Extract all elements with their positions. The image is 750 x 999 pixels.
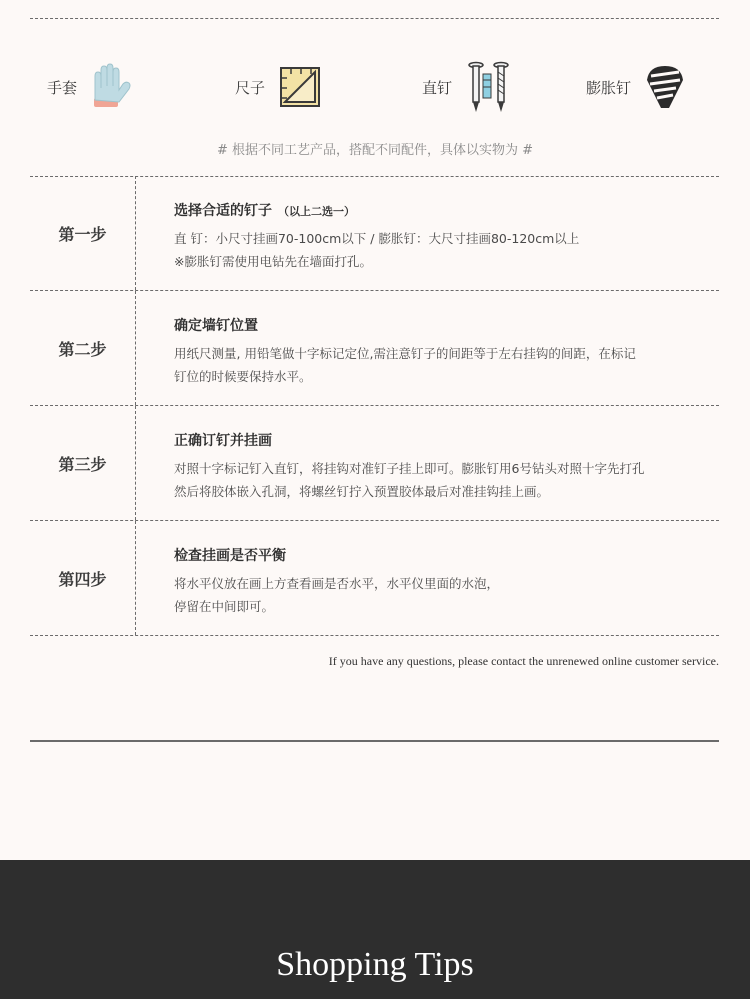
step-body (174, 200, 719, 273)
step-body (174, 545, 719, 618)
step-label: 第四步 (30, 521, 136, 635)
nail-icon (464, 60, 512, 114)
step-line: ※膨胀钉需使用电钻先在墙面打孔。 (174, 254, 372, 269)
step-row (30, 291, 719, 406)
step-body (174, 430, 719, 503)
step-title: 确定墙钉位置 (174, 318, 258, 334)
tool-label: 直钉 (422, 78, 453, 97)
steps-table (30, 176, 719, 636)
step-title-note: （以上二选一） (278, 205, 355, 218)
tools-row (0, 55, 750, 119)
step-line: 钉位的时候要保持水平。 (174, 369, 312, 384)
tool-label: 膨胀钉 (586, 78, 632, 97)
footer-title: Shopping Tips (276, 946, 474, 983)
step-label: 第一步 (30, 176, 136, 290)
step-title (174, 200, 719, 220)
expansion-anchor-icon (643, 60, 687, 114)
accessory-note: # 根据不同工艺产品，搭配不同配件，具体以实物为 # (216, 143, 534, 158)
step-title: 检查挂画是否平衡 (174, 548, 286, 564)
footer-banner (0, 860, 750, 999)
step-label: 第三步 (30, 406, 136, 520)
tool-ruler (235, 55, 323, 119)
ruler-icon (277, 62, 323, 112)
step-line: 将水平仪放在画上方查看画是否水平，水平仪里面的水泡， (174, 576, 500, 591)
section-divider (30, 740, 719, 742)
step-line: 停留在中间即可。 (174, 599, 275, 614)
top-divider (30, 18, 719, 19)
step-label: 第二步 (30, 291, 136, 405)
tool-label: 尺子 (235, 78, 266, 97)
glove-icon (89, 62, 133, 112)
step-title-text: 选择合适的钉子 (174, 203, 272, 219)
step-line: 用纸尺测量, 用铅笔做十字标记定位,需注意钉子的间距等于左右挂钩的间距，在标记 (174, 346, 636, 361)
contact-note: If you have any questions, please contact the unrenewed online customer service. (328, 654, 719, 668)
step-line: 对照十字标记钉入直钉，将挂钩对准钉子挂上即可。膨胀钉用6号钻头对照十字先打孔 (174, 461, 645, 476)
tool-expansion-nail (586, 55, 687, 119)
step-line: 然后将胶体嵌入孔洞，将螺丝钉拧入预置胶体最后对准挂钩挂上画。 (174, 484, 550, 499)
step-title: 正确订钉并挂画 (174, 433, 272, 449)
tool-nail (422, 55, 512, 119)
step-row (30, 176, 719, 291)
step-line: 直 钉：小尺寸挂画70-100cm以下 / 膨胀钉：大尺寸挂画80-120cm以上 (174, 231, 580, 246)
step-row (30, 521, 719, 636)
step-row (30, 406, 719, 521)
step-body (174, 315, 719, 388)
tool-label: 手套 (47, 78, 78, 97)
tool-gloves (47, 55, 133, 119)
